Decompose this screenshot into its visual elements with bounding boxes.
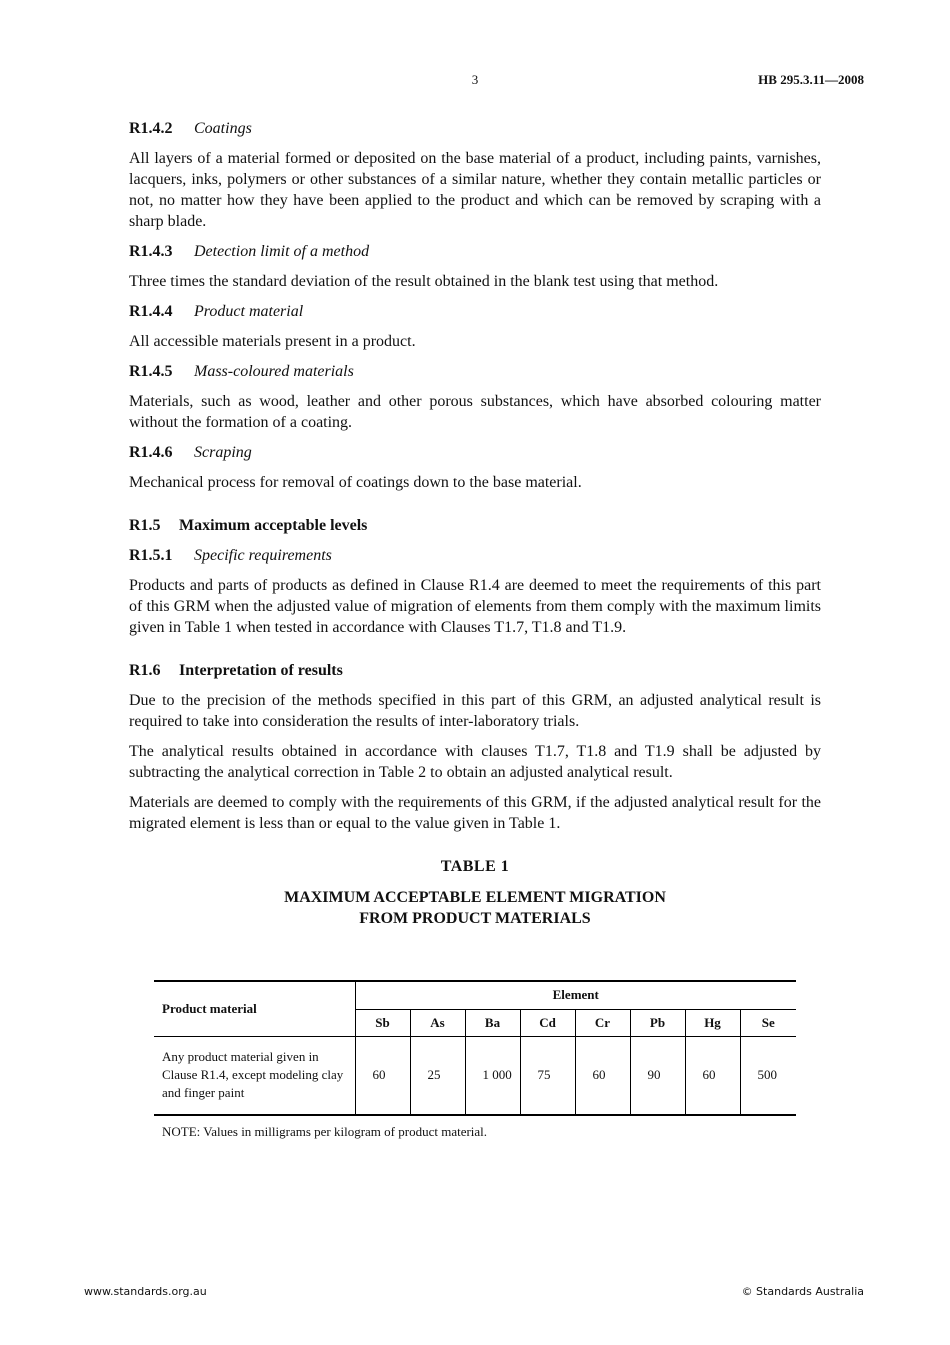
element-header-sb: Sb — [355, 1009, 410, 1036]
element-header-ba: Ba — [465, 1009, 520, 1036]
clause-heading-r1-4-5 — [129, 361, 821, 382]
table-title-line-2: FROM PRODUCT MATERIALS — [359, 910, 591, 927]
value-cell-sb: 60 — [355, 1036, 410, 1115]
value-cell-ba: 1 000 — [465, 1036, 520, 1115]
clause-number: R1.5.1 — [129, 547, 173, 564]
clause-number: R1.4.3 — [129, 243, 173, 260]
page-number: 3 — [471, 72, 479, 87]
value-cell-cd: 75 — [520, 1036, 575, 1115]
paragraph-adjustment: The analytical results obtained in accordance with clauses T1.7, T1.8 and T1.9 shall be adjusted by subtracting the analytical correction in Table 2 to obtain an adjusted analytical result. — [129, 743, 821, 781]
element-header-hg: Hg — [685, 1009, 740, 1036]
section-title: Interpretation of results — [179, 662, 343, 679]
value-cell-pb: 90 — [630, 1036, 685, 1115]
table-title-line-1: MAXIMUM ACCEPTABLE ELEMENT MIGRATION — [284, 889, 666, 906]
clause-number: R1.4.4 — [129, 303, 173, 320]
clause-heading-r1-4-3 — [129, 241, 821, 262]
element-migration-table — [154, 980, 796, 1116]
clause-title: Detection limit of a method — [194, 243, 370, 260]
section-number: R1.6 — [129, 662, 161, 679]
footer-website: www.standards.org.au — [84, 1285, 207, 1298]
paragraph-compliance: Materials are deemed to comply with the requirements of this GRM, if the adjusted analytical result for the migrated element is less than or equal to the value given in Table 1. — [129, 794, 821, 832]
section-title: Maximum acceptable levels — [179, 517, 368, 534]
element-header-cr: Cr — [575, 1009, 630, 1036]
clause-title: Scraping — [194, 444, 252, 461]
document-body — [129, 118, 821, 929]
table-note: NOTE: Values in milligrams per kilogram of product material. — [162, 1124, 488, 1139]
clause-number: R1.4.2 — [129, 120, 173, 137]
element-header-se: Se — [740, 1009, 796, 1036]
clause-body-r1-4-4: All accessible materials present in a product. — [129, 333, 416, 350]
clause-heading-r1-4-6 — [129, 442, 821, 463]
element-header-cd: Cd — [520, 1009, 575, 1036]
value-cell-se: 500 — [740, 1036, 796, 1115]
clause-body-r1-4-6: Mechanical process for removal of coatings down to the base material. — [129, 474, 582, 491]
clause-body-r1-4-5: Materials, such as wood, leather and other porous substances, which have absorbed colouring matter without the formation of a coating. — [129, 393, 821, 431]
value-cell-as: 25 — [410, 1036, 465, 1115]
table-label: TABLE 1 — [440, 858, 510, 875]
footer-copyright: © Standards Australia — [741, 1285, 864, 1298]
document-id: HB 295.3.11—2008 — [758, 72, 864, 87]
value-cell-cr: 60 — [575, 1036, 630, 1115]
table-caption — [129, 856, 821, 929]
clause-body-r1-5-1: Products and parts of products as defined in Clause R1.4 are deemed to meet the requirements of this part of this GRM when the adjusted value of migration of elements from them comply with the maximum limits given in Table 1 when tested in accordance with Clauses T1.7, T1.8 and T1.9. — [129, 577, 821, 636]
clause-heading-r1-4-4 — [129, 301, 821, 322]
column-header-element: Element — [355, 981, 796, 1009]
section-heading-r1-5 — [129, 515, 821, 536]
clause-title: Coatings — [194, 120, 252, 137]
row-label-product-material: Any product material given in Clause R1.4, except modeling clay and finger paint — [162, 1049, 344, 1101]
element-header-pb: Pb — [630, 1009, 685, 1036]
clause-number: R1.4.5 — [129, 363, 173, 380]
element-header-as: As — [410, 1009, 465, 1036]
value-cell-hg: 60 — [685, 1036, 740, 1115]
clause-number: R1.4.6 — [129, 444, 173, 461]
paragraph-precision: Due to the precision of the methods specified in this part of this GRM, an adjusted analytical result is required to take into consideration the results of inter-laboratory trials. — [129, 692, 821, 730]
clause-body-r1-4-2: All layers of a material formed or deposited on the base material of a product, including paints, varnishes, lacquers, inks, polymers or other substances of a similar nature, whether they contain metallic particles or not, no matter how they have been applied to the product and which can be removed by scraping with a sharp blade. — [129, 150, 821, 230]
column-header-product-material: Product material — [154, 981, 355, 1036]
clause-title: Product material — [194, 303, 304, 320]
clause-body-r1-4-3: Three times the standard deviation of the result obtained in the blank test using that method. — [129, 273, 719, 290]
clause-title: Mass-coloured materials — [194, 363, 354, 380]
section-number: R1.5 — [129, 517, 161, 534]
clause-heading-r1-5-1 — [129, 545, 821, 566]
clause-heading-r1-4-2 — [129, 118, 821, 139]
section-heading-r1-6 — [129, 660, 821, 681]
clause-title: Specific requirements — [194, 547, 332, 564]
